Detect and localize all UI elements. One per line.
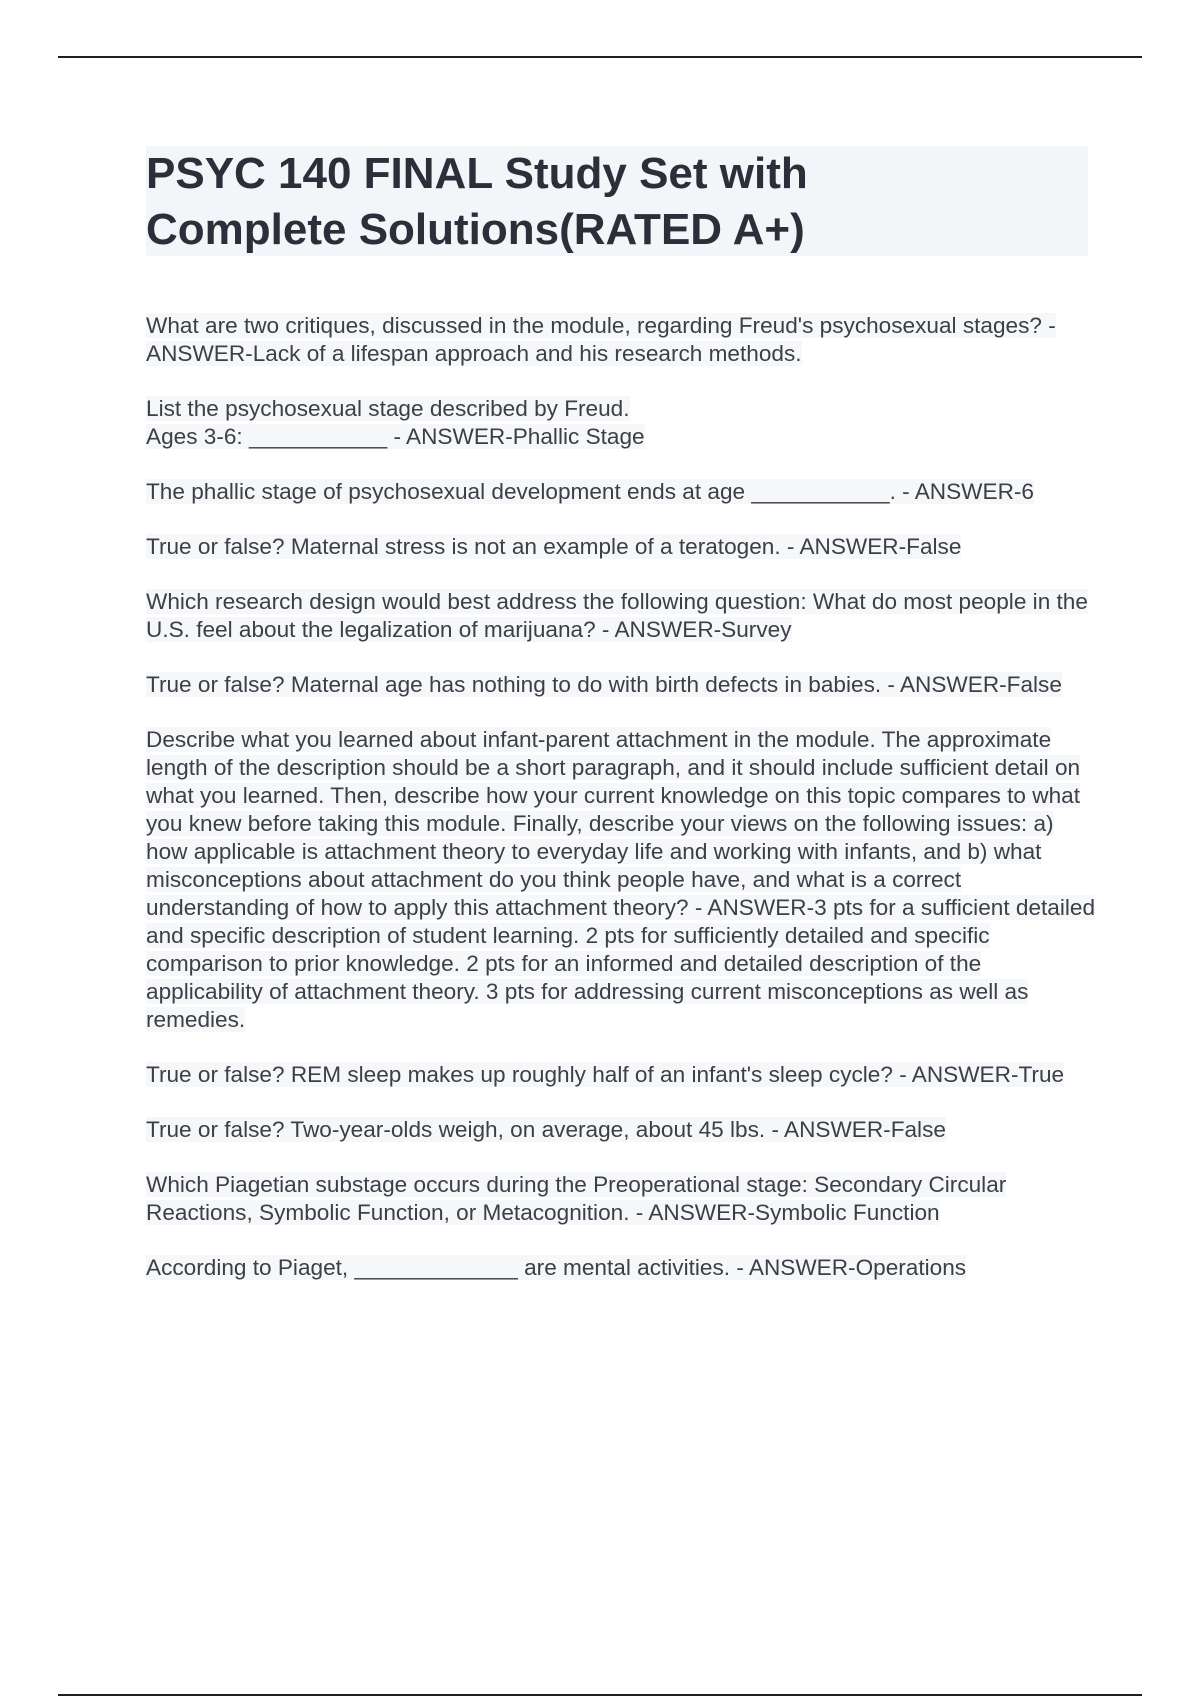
qa-item <box>146 1116 1096 1144</box>
top-rule <box>58 56 1142 58</box>
qa-item <box>146 1061 1096 1089</box>
qa-item <box>146 726 1096 1034</box>
qa-item <box>146 1171 1096 1227</box>
qa-text: According to Piaget, _____________ are mental activities. - ANSWER-Operations <box>146 1255 967 1280</box>
qa-item <box>146 395 1096 451</box>
qa-item <box>146 671 1096 699</box>
qa-item <box>146 1254 1096 1282</box>
qa-text: The phallic stage of psychosexual development ends at age ___________. - ANSWER-6 <box>146 479 1034 504</box>
qa-item <box>146 533 1096 561</box>
qa-item <box>146 312 1096 368</box>
qa-text: True or false? Two-year-olds weigh, on average, about 45 lbs. - ANSWER-False <box>146 1117 946 1142</box>
qa-item <box>146 588 1096 644</box>
qa-text: True or false? Maternal stress is not an example of a teratogen. - ANSWER-False <box>146 534 962 559</box>
bottom-rule <box>58 1694 1142 1696</box>
qa-list <box>146 312 1096 1309</box>
qa-text: List the psychosexual stage described by Freud. Ages 3-6: ___________ - ANSWER-Phallic Stage <box>146 396 645 449</box>
qa-text: Which Piagetian substage occurs during the Preoperational stage: Secondary Circular Reactions, Symbolic Function, or Metacognition. - ANSWER-Symbolic Function <box>146 1172 1007 1225</box>
title-block <box>146 146 1088 256</box>
page-title: PSYC 140 FINAL Study Set with Complete Solutions(RATED A+) <box>146 149 808 254</box>
qa-text: True or false? REM sleep makes up roughly half of an infant's sleep cycle? - ANSWER-True <box>146 1062 1065 1087</box>
qa-text: True or false? Maternal age has nothing to do with birth defects in babies. - ANSWER-False <box>146 672 1062 697</box>
qa-text: Which research design would best address the following question: What do most people in the U.S. feel about the legalization of marijuana? - ANSWER-Survey <box>146 589 1088 642</box>
qa-item <box>146 478 1096 506</box>
qa-text: What are two critiques, discussed in the module, regarding Freud's psychosexual stages? - ANSWER-Lack of a lifespan approach and his research methods. <box>146 313 1056 366</box>
qa-text: Describe what you learned about infant-parent attachment in the module. The approximate length of the description should be a short paragraph, and it should include sufficient detail on what you learned. Then, describe how your current knowledge on this topic compares to what you knew before taking this module. Finally, describe your views on the following issues: a) how applicable is attachment theory to everyday life and working with infants, and b) what misconceptions about attachment do you think people have, and what is a correct understanding of how to apply this attachment theory? - ANSWER-3 pts for a sufficient detailed and specific description of student learning. 2 pts for sufficiently detailed and specific comparison to prior knowledge. 2 pts for an informed and detailed description of the applicability of attachment theory. 3 pts for addressing current misconceptions as well as remedies. <box>146 727 1096 1032</box>
